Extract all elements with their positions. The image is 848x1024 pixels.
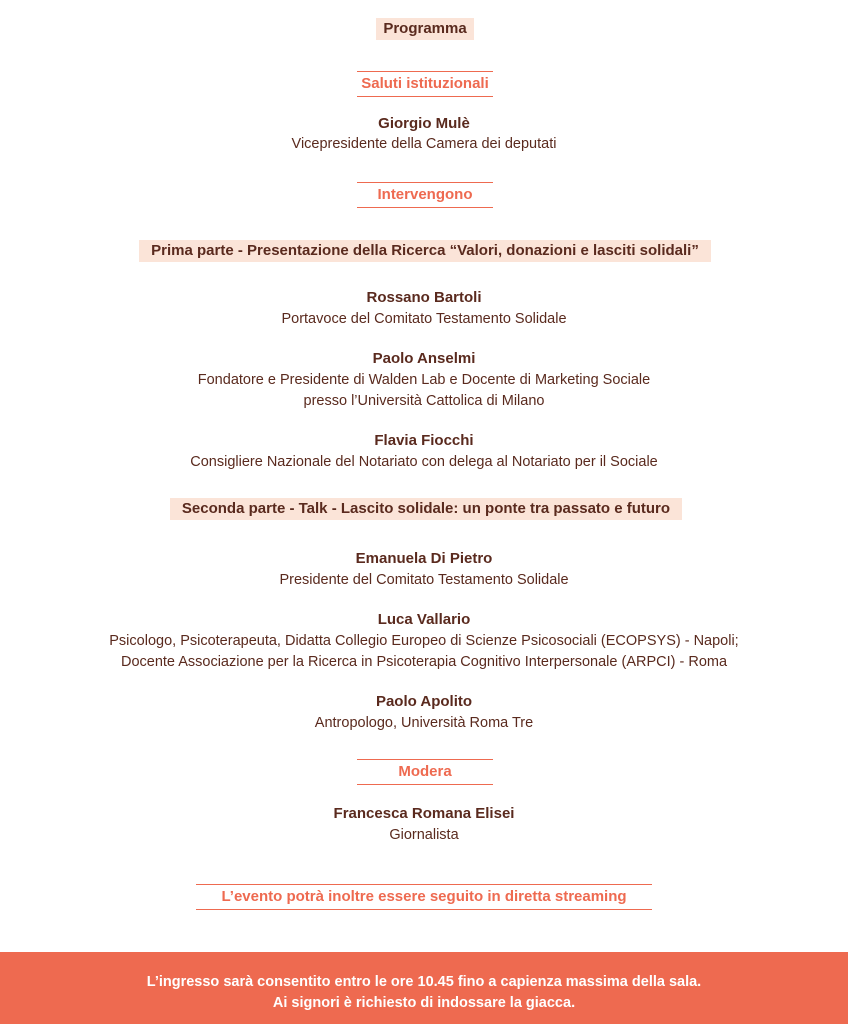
speaker-name: Paolo Apolito <box>375 693 473 710</box>
speaker-role: Fondatore e Presidente di Walden Lab e Docente di Marketing Sociale <box>197 372 651 388</box>
speaker-role: Portavoce del Comitato Testamento Solidale <box>281 311 567 327</box>
section-intervengono: Intervengono <box>357 182 493 208</box>
speaker-role: Psicologo, Psicoterapeuta, Didatta Collegio Europeo di Scienze Psicosociali (ECOPSYS) - Napoli; <box>109 633 739 649</box>
speaker-name: Luca Vallario <box>377 611 471 628</box>
streaming-notice: L’evento potrà inoltre essere seguito in diretta streaming <box>196 884 652 910</box>
section-saluti-istituzionali: Saluti istituzionali <box>357 71 493 97</box>
speaker-role: Presidente del Comitato Testamento Solidale <box>279 572 569 588</box>
speaker-role: Consigliere Nazionale del Notariato con delega al Notariato per il Sociale <box>190 454 658 470</box>
footer-line-dress-code: Ai signori è richiesto di indossare la giacca. <box>272 995 576 1011</box>
speaker-role: Giornalista <box>389 827 459 843</box>
footer-line-entry: L’ingresso sarà consentito entro le ore 10.45 fino a capienza massima della sala. <box>146 974 702 990</box>
speaker-role: Docente Associazione per la Ricerca in Psicoterapia Cognitivo Interpersonale (ARPCI) - Roma <box>120 654 728 670</box>
speaker-name: Rossano Bartoli <box>366 289 482 306</box>
part-one-heading: Prima parte - Presentazione della Ricerca “Valori, donazioni e lasciti solidali” <box>139 240 711 262</box>
speaker-role: Vicepresidente della Camera dei deputati <box>291 136 557 152</box>
speaker-name: Francesca Romana Elisei <box>333 805 515 822</box>
part-two-heading: Seconda parte - Talk - Lascito solidale: un ponte tra passato e futuro <box>170 498 682 520</box>
speaker-role: Antropologo, Università Roma Tre <box>314 715 534 731</box>
speaker-role: presso l’Università Cattolica di Milano <box>303 393 545 409</box>
program-heading: Programma <box>376 18 474 40</box>
section-modera: Modera <box>357 759 493 785</box>
speaker-name: Giorgio Mulè <box>378 115 470 132</box>
speaker-name: Flavia Fiocchi <box>374 432 474 449</box>
speaker-name: Emanuela Di Pietro <box>355 550 493 567</box>
speaker-name: Paolo Anselmi <box>372 350 476 367</box>
footer-banner <box>0 952 848 1024</box>
